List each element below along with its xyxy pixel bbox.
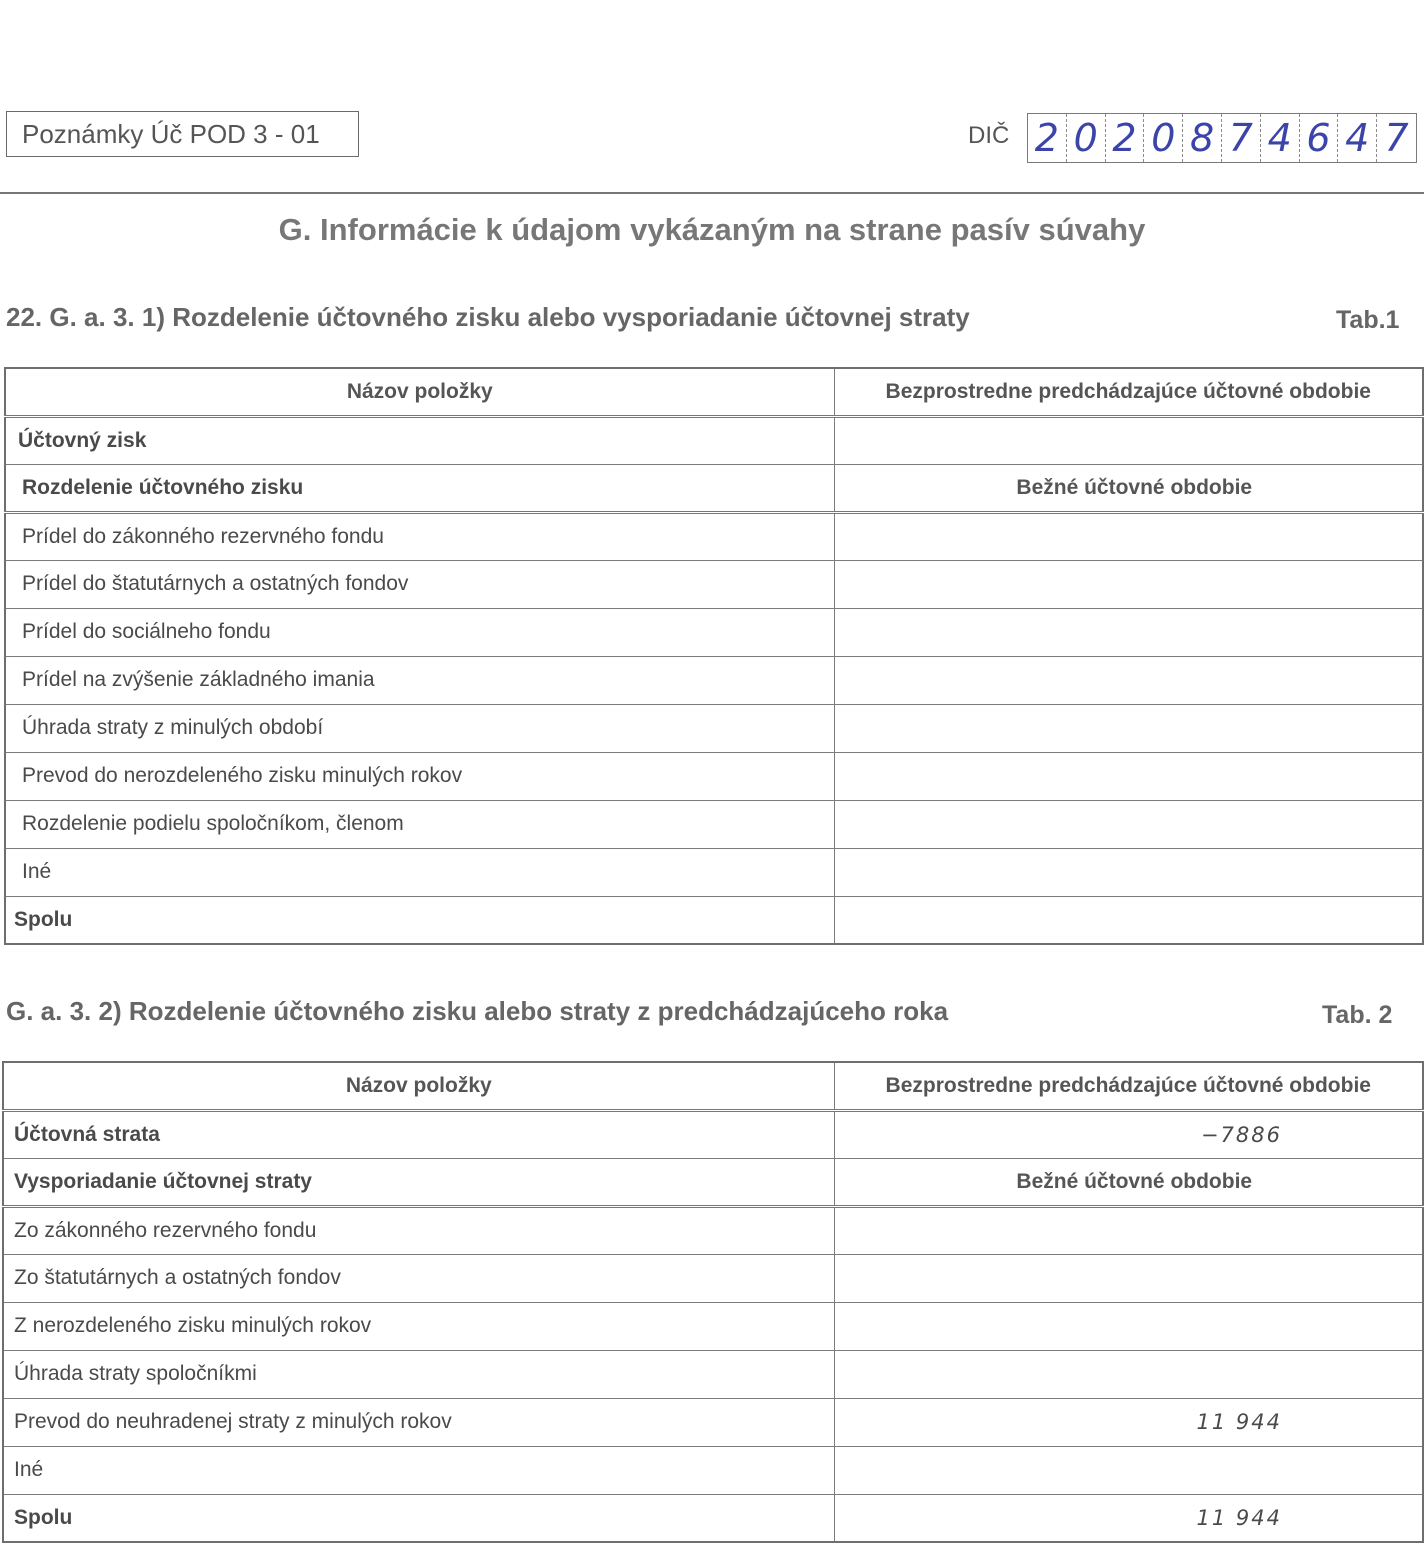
table1-tab-number: Tab.1 [1336,306,1400,334]
table1-col-name-header: Názov položky [5,368,834,416]
table1-row-value[interactable] [834,848,1423,896]
dic-digit[interactable]: 6 [1300,114,1339,162]
dic-digit[interactable]: 4 [1338,114,1377,162]
table1-row-label: Prídel do zákonného rezervného fondu [5,512,834,560]
table-row [5,800,1423,848]
table2-row-value[interactable] [834,1446,1423,1494]
table1-row-label: Prídel do štatutárnych a ostatných fondov [5,560,834,608]
table-row [3,1254,1423,1302]
dic-digit[interactable]: 2 [1106,114,1145,162]
header-divider [0,192,1424,194]
table2-tab-number: Tab. 2 [1322,1001,1393,1029]
table2-row-label: Z nerozdeleného zisku minulých rokov [3,1302,834,1350]
table2-row-value[interactable] [834,1302,1423,1350]
table1-row-label: Úhrada straty z minulých období [5,704,834,752]
table1-title: 22. G. a. 3. 1) Rozdelenie účtovného zisku alebo vysporiadanie účtovnej straty [6,302,970,332]
table1-row-label: Prídel na zvýšenie základného imania [5,656,834,704]
table1-total-value[interactable] [834,896,1423,944]
dic-digit[interactable]: 0 [1067,114,1106,162]
table-row [3,1398,1423,1446]
table-row [5,560,1423,608]
table2-loss-value[interactable]: −7886 [834,1110,1423,1158]
table1-row-value[interactable] [834,512,1423,560]
table2-total-label: Spolu [3,1494,834,1542]
table1-row-label: Prídel do sociálneho fondu [5,608,834,656]
dic-digit[interactable]: 2 [1028,114,1067,162]
dic-digit[interactable]: 8 [1183,114,1222,162]
table2-title: G. a. 3. 2) Rozdelenie účtovného zisku alebo straty z predchádzajúceho roka [6,996,949,1026]
table1-row-label: Rozdelenie podielu spoločníkom, členom [5,800,834,848]
table2-loss-label: Účtovná strata [3,1110,834,1158]
dic-label: DIČ [968,122,1010,149]
table-row [5,704,1423,752]
table2-col-name-header: Názov položky [3,1062,834,1110]
table2-total-value[interactable]: 11 944 [834,1494,1423,1542]
table2-row-value[interactable] [834,1254,1423,1302]
table1-row-value[interactable] [834,560,1423,608]
table-row [5,608,1423,656]
dic-digit[interactable]: 7 [1222,114,1261,162]
table1-col-current-header: Bežné účtovné obdobie [834,464,1423,512]
table1 [4,367,1424,945]
table2-row-value[interactable] [834,1206,1423,1254]
table-row [5,752,1423,800]
table2-row-label: Prevod do neuhradenej straty z minulých rokov [3,1398,834,1446]
table1-row-value[interactable] [834,704,1423,752]
table-row [5,848,1423,896]
table-row [3,1350,1423,1398]
table1-row-value[interactable] [834,752,1423,800]
table1-row-value[interactable] [834,608,1423,656]
table2-row-label: Zo štatutárnych a ostatných fondov [3,1254,834,1302]
table1-row-value[interactable] [834,800,1423,848]
table2-settlement-label: Vysporiadanie účtovnej straty [3,1158,834,1206]
table1-row-label: Iné [5,848,834,896]
dic-digit[interactable]: 4 [1261,114,1300,162]
table2-row-label: Iné [3,1446,834,1494]
table-row [5,656,1423,704]
table2-row-label: Zo zákonného rezervného fondu [3,1206,834,1254]
table1-profit-value[interactable] [834,416,1423,464]
table-row [3,1302,1423,1350]
table1-profit-label: Účtovný zisk [5,416,834,464]
table-row [3,1446,1423,1494]
table2-row-label: Úhrada straty spoločníkmi [3,1350,834,1398]
section-title: G. Informácie k údajom vykázaným na strane pasív súvahy [278,212,1146,247]
dic-digit[interactable]: 7 [1384,116,1409,160]
table-row [3,1206,1423,1254]
table1-total-label: Spolu [5,896,834,944]
table1-row-label: Prevod do nerozdeleného zisku minulých rokov [5,752,834,800]
table2-row-value[interactable]: 11 944 [834,1398,1423,1446]
table1-row-value[interactable] [834,656,1423,704]
table1-col-prev-header: Bezprostredne predchádzajúce účtovné obdobie [834,368,1423,416]
dic-digit[interactable]: 0 [1144,114,1183,162]
table2-row-value[interactable] [834,1350,1423,1398]
dic-field[interactable] [1027,113,1417,163]
table-row [5,512,1423,560]
table1-distribution-label: Rozdelenie účtovného zisku [5,464,834,512]
table2-col-current-header: Bežné účtovné obdobie [834,1158,1423,1206]
table2-col-prev-header: Bezprostredne predchádzajúce účtovné obdobie [834,1062,1423,1110]
table2 [2,1061,1424,1543]
form-label: Poznámky Úč POD 3 - 01 [6,111,359,157]
